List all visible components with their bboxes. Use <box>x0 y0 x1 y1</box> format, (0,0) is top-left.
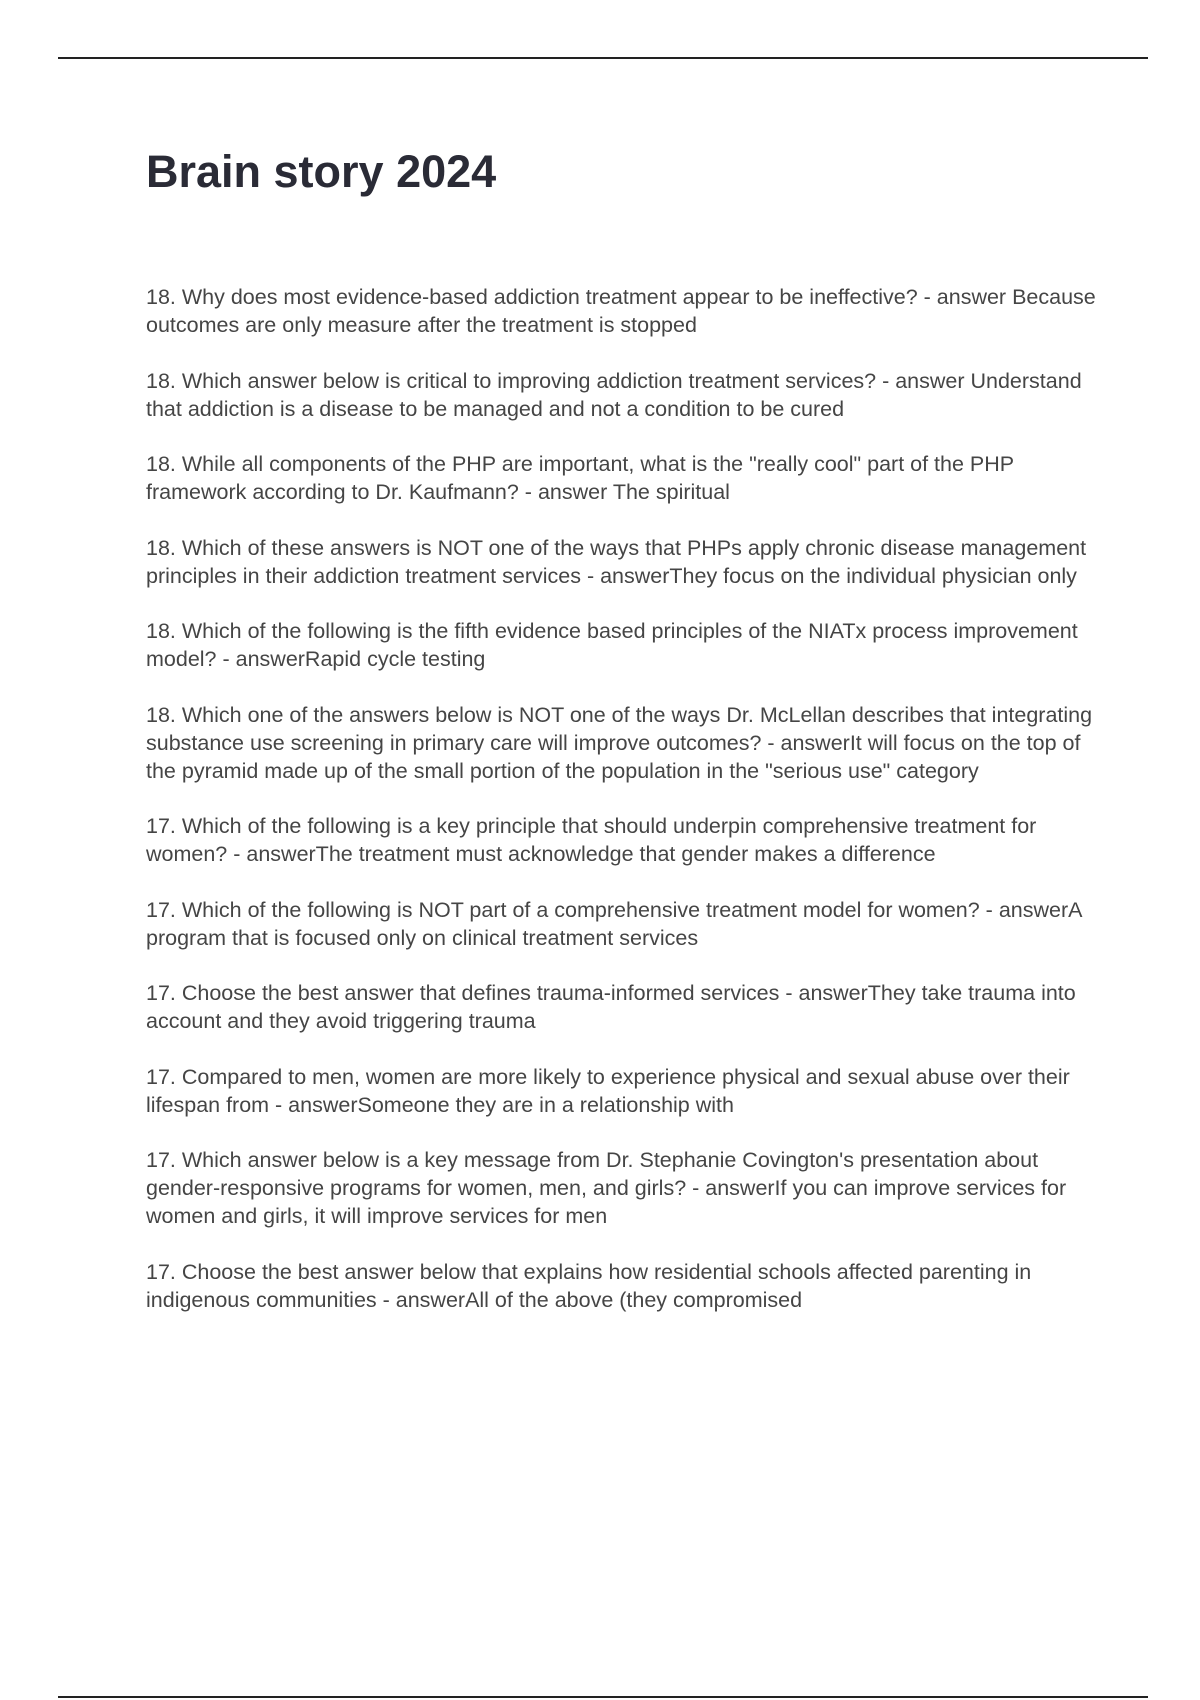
qa-item: 18. Which answer below is critical to improving addiction treatment services? - answer Understand that addiction is a disease to be managed and not a condition to be cured <box>146 368 1082 421</box>
qa-item: 17. Which of the following is a key principle that should underpin comprehensive treatment for women? - answerThe treatment must acknowledge that gender makes a difference <box>146 814 1037 866</box>
qa-item: 17. Choose the best answer that defines trauma-informed services - answerThey take trauma into account and they avoid triggering trauma <box>146 981 1076 1033</box>
qa-item: 18. Which of these answers is NOT one of the ways that PHPs apply chronic disease management principles in their addiction treatment services - answerThey focus on the individual physician only <box>146 535 1087 588</box>
qa-item: 17. Which of the following is NOT part of a comprehensive treatment model for women? - answerA program that is focused only on clinical treatment services <box>146 897 1082 950</box>
qa-item: 18. Which of the following is the fifth evidence based principles of the NIATx process improvement model? - answerRapid cycle testing <box>146 619 1078 671</box>
qa-item: 18. While all components of the PHP are important, what is the "really cool" part of the PHP framework according to Dr. Kaufmann? - answer The spiritual <box>146 452 1014 504</box>
document-title: Brain story 2024 <box>146 146 497 197</box>
qa-item: 18. Which one of the answers below is NOT one of the ways Dr. McLellan describes that integrating substance use screening in primary care will improve outcomes? - answerIt will focus on the top of the pyramid made up of the small portion of the population in the "serious use" category <box>146 702 1093 783</box>
qa-item: 17. Compared to men, women are more likely to experience physical and sexual abuse over their lifespan from - answerSomeone they are in a relationship with <box>146 1064 1070 1117</box>
qa-item: 17. Which answer below is a key message from Dr. Stephanie Covington's presentation about gender-responsive programs for women, men, and girls? - answerIf you can improve services for women and girls, it will improve services for men <box>146 1148 1067 1228</box>
header-rule <box>58 57 1148 59</box>
footer-rule <box>58 1696 1148 1698</box>
qa-list <box>146 283 1096 1341</box>
qa-item: 18. Why does most evidence-based addiction treatment appear to be ineffective? - answer Because outcomes are only measure after the treatment is stopped <box>146 285 1096 337</box>
qa-item: 17. Choose the best answer below that explains how residential schools affected parenting in indigenous communities - answerAll of the above (they compromised <box>146 1259 1032 1312</box>
